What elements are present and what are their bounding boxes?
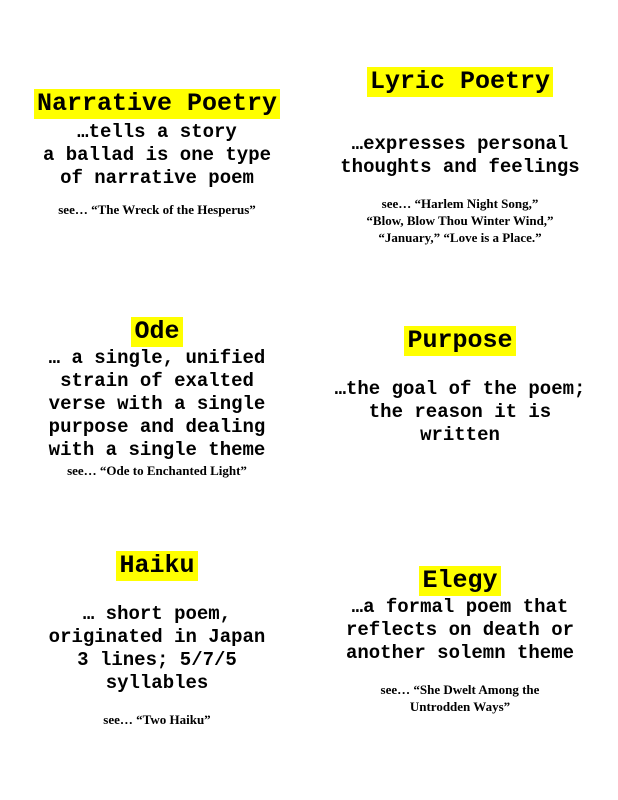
see-also-line: “Blow, Blow Thou Winter Wind,” [366,213,554,228]
see-also-note [10,711,304,728]
description-line: …expresses personal [351,133,569,155]
card-title: Ode [131,317,182,347]
description-line: …a formal poem that [351,596,569,618]
card-elegy [308,566,612,715]
see-also-line: see… “Harlem Night Song,” [381,196,539,211]
description-line: … short poem, [82,603,232,625]
description-line: … a single, unified [48,347,266,369]
description-line: …tells a story [77,121,237,143]
see-also-line: see… “The Wreck of the Hesperus” [58,202,256,217]
description-line: written [420,424,500,446]
see-also-note [308,195,612,246]
description-line: thoughts and feelings [340,156,580,178]
card-ode [10,317,304,479]
card-narrative-poetry [10,89,304,218]
description-line: 3 lines; 5/7/5 [77,649,237,671]
card-description [308,596,612,665]
description-line: another solemn theme [345,642,575,664]
see-also-line: see… “Two Haiku” [103,712,211,727]
card-title: Elegy [419,566,500,596]
see-also-line: see… “Ode to Enchanted Light” [67,463,247,478]
card-haiku [10,551,304,728]
description-line: with a single theme [48,439,266,461]
description-line: syllables [105,672,209,694]
description-line: originated in Japan [48,626,266,648]
card-description [10,603,304,695]
description-line: verse with a single [48,393,266,415]
description-line: purpose and dealing [48,416,266,438]
see-also-line: “January,” “Love is a Place.” [378,230,542,245]
card-description [10,347,304,462]
card-description [308,378,612,447]
description-line: reflects on death or [345,619,575,641]
description-line: strain of exalted [60,370,254,392]
see-also-note [10,201,304,218]
see-also-note [10,462,304,479]
description-line: of narrative poem [60,167,254,189]
card-lyric-poetry [308,67,612,246]
see-also-note [308,681,612,715]
description-line: the reason it is [368,401,552,423]
see-also-line: see… “She Dwelt Among the [380,682,540,697]
card-purpose [308,326,612,447]
description-line: a ballad is one type [42,144,272,166]
card-title: Lyric Poetry [367,67,553,97]
card-description [308,133,612,179]
card-description [10,121,304,190]
card-title: Purpose [404,326,515,356]
see-also-line: Untrodden Ways” [409,699,511,714]
description-line: …the goal of the poem; [334,378,586,400]
card-title: Haiku [116,551,197,581]
card-title: Narrative Poetry [34,89,280,119]
